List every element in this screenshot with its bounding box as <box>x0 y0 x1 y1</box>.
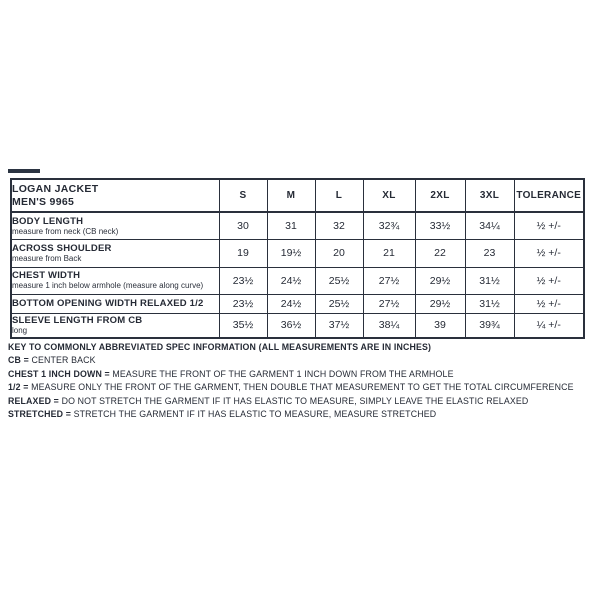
measurement-name: BODY LENGTH <box>12 215 84 227</box>
measurement-name-cell <box>11 267 219 294</box>
key-definition: STRETCH THE GARMENT IF IT HAS ELASTIC TO MEASURE, MEASURE STRETCHED <box>73 409 437 420</box>
product-title-cell <box>11 179 219 212</box>
column-header-3xl: 3XL <box>465 179 514 212</box>
measurement-note: measure from Back <box>12 253 82 263</box>
key-entry <box>8 381 594 394</box>
tolerance-cell: ½ +/- <box>514 212 584 239</box>
measurement-name: BOTTOM OPENING WIDTH RELAXED 1/2 <box>12 298 204 309</box>
tolerance-cell: ¼ +/- <box>514 313 584 338</box>
measurement-name: CHEST WIDTH <box>12 270 81 282</box>
size-value-cell: 29½ <box>415 267 465 294</box>
table-row <box>11 239 584 267</box>
key-entry <box>8 354 594 367</box>
measurement-note: measure 1 inch below armhole (measure along curve) <box>12 281 204 291</box>
key-entry <box>8 395 594 408</box>
measurement-name-cell <box>11 294 219 313</box>
key-term: CHEST 1 INCH DOWN = <box>8 368 113 379</box>
measurement-note: measure from neck (CB neck) <box>12 226 119 236</box>
size-value-cell: 29½ <box>415 294 465 313</box>
product-style-number: MEN'S 9965 <box>12 195 75 208</box>
key-entry <box>8 368 594 381</box>
key-term: RELAXED = <box>8 395 62 406</box>
size-value-cell: 23½ <box>219 294 267 313</box>
key-term: STRETCHED = <box>8 409 74 420</box>
key-definition: CENTER BACK <box>31 355 96 366</box>
measurement-name-cell <box>11 239 219 267</box>
size-value-cell: 31 <box>267 212 315 239</box>
size-value-cell: 19 <box>219 239 267 267</box>
size-value-cell: 24½ <box>267 267 315 294</box>
size-value-cell: 23½ <box>219 267 267 294</box>
size-value-cell: 24½ <box>267 294 315 313</box>
size-value-cell: 37½ <box>315 313 363 338</box>
key-definition: DO NOT STRETCH THE GARMENT IF IT HAS ELASTIC TO MEASURE, SIMPLY LEAVE THE ELASTIC RELAXED <box>61 395 529 406</box>
key-heading: KEY TO COMMONLY ABBREVIATED SPEC INFORMATION (ALL MEASUREMENTS ARE IN INCHES) <box>8 342 432 352</box>
key-term: CB = <box>8 355 32 366</box>
column-header-xl: XL <box>363 179 415 212</box>
abbreviation-key <box>8 341 594 421</box>
key-entry <box>8 408 594 421</box>
size-value-cell: 27½ <box>363 294 415 313</box>
size-value-cell: 38¼ <box>363 313 415 338</box>
table-row <box>11 313 584 338</box>
product-name: LOGAN JACKET <box>12 183 99 195</box>
tolerance-cell: ½ +/- <box>514 267 584 294</box>
size-value-cell: 34¼ <box>465 212 514 239</box>
table-row <box>11 294 584 313</box>
size-value-cell: 25½ <box>315 267 363 294</box>
size-value-cell: 19½ <box>267 239 315 267</box>
measurement-name: ACROSS SHOULDER <box>12 242 112 254</box>
size-value-cell: 23 <box>465 239 514 267</box>
measurement-name-cell <box>11 313 219 338</box>
size-value-cell: 22 <box>415 239 465 267</box>
column-header-2xl: 2XL <box>415 179 465 212</box>
size-value-cell: 36½ <box>267 313 315 338</box>
size-value-cell: 31½ <box>465 267 514 294</box>
table-row <box>11 212 584 239</box>
size-value-cell: 39 <box>415 313 465 338</box>
key-term: 1/2 = <box>8 382 32 393</box>
key-definition: MEASURE THE FRONT OF THE GARMENT 1 INCH DOWN FROM THE ARMHOLE <box>112 368 454 379</box>
size-value-cell: 27½ <box>363 267 415 294</box>
size-value-cell: 32 <box>315 212 363 239</box>
column-header-tolerance: TOLERANCE <box>514 179 584 212</box>
size-value-cell: 31½ <box>465 294 514 313</box>
size-value-cell: 25½ <box>315 294 363 313</box>
tolerance-cell: ½ +/- <box>514 239 584 267</box>
measurement-note: long <box>12 326 28 335</box>
measurement-name-cell <box>11 212 219 239</box>
size-value-cell: 32¾ <box>363 212 415 239</box>
column-header-l: L <box>315 179 363 212</box>
measurement-name: SLEEVE LENGTH FROM CB <box>12 315 143 326</box>
size-value-cell: 33½ <box>415 212 465 239</box>
tolerance-cell: ½ +/- <box>514 294 584 313</box>
key-definition: MEASURE ONLY THE FRONT OF THE GARMENT, THEN DOUBLE THAT MEASUREMENT TO GET THE TOTAL CIRCUMFERENCE <box>31 382 574 393</box>
size-value-cell: 35½ <box>219 313 267 338</box>
accent-bar <box>8 169 40 173</box>
size-spec-table <box>10 178 585 339</box>
table-row <box>11 267 584 294</box>
table-header-row <box>11 179 584 212</box>
size-value-cell: 39¾ <box>465 313 514 338</box>
column-header-m: M <box>267 179 315 212</box>
size-value-cell: 20 <box>315 239 363 267</box>
size-value-cell: 21 <box>363 239 415 267</box>
size-value-cell: 30 <box>219 212 267 239</box>
column-header-s: S <box>219 179 267 212</box>
